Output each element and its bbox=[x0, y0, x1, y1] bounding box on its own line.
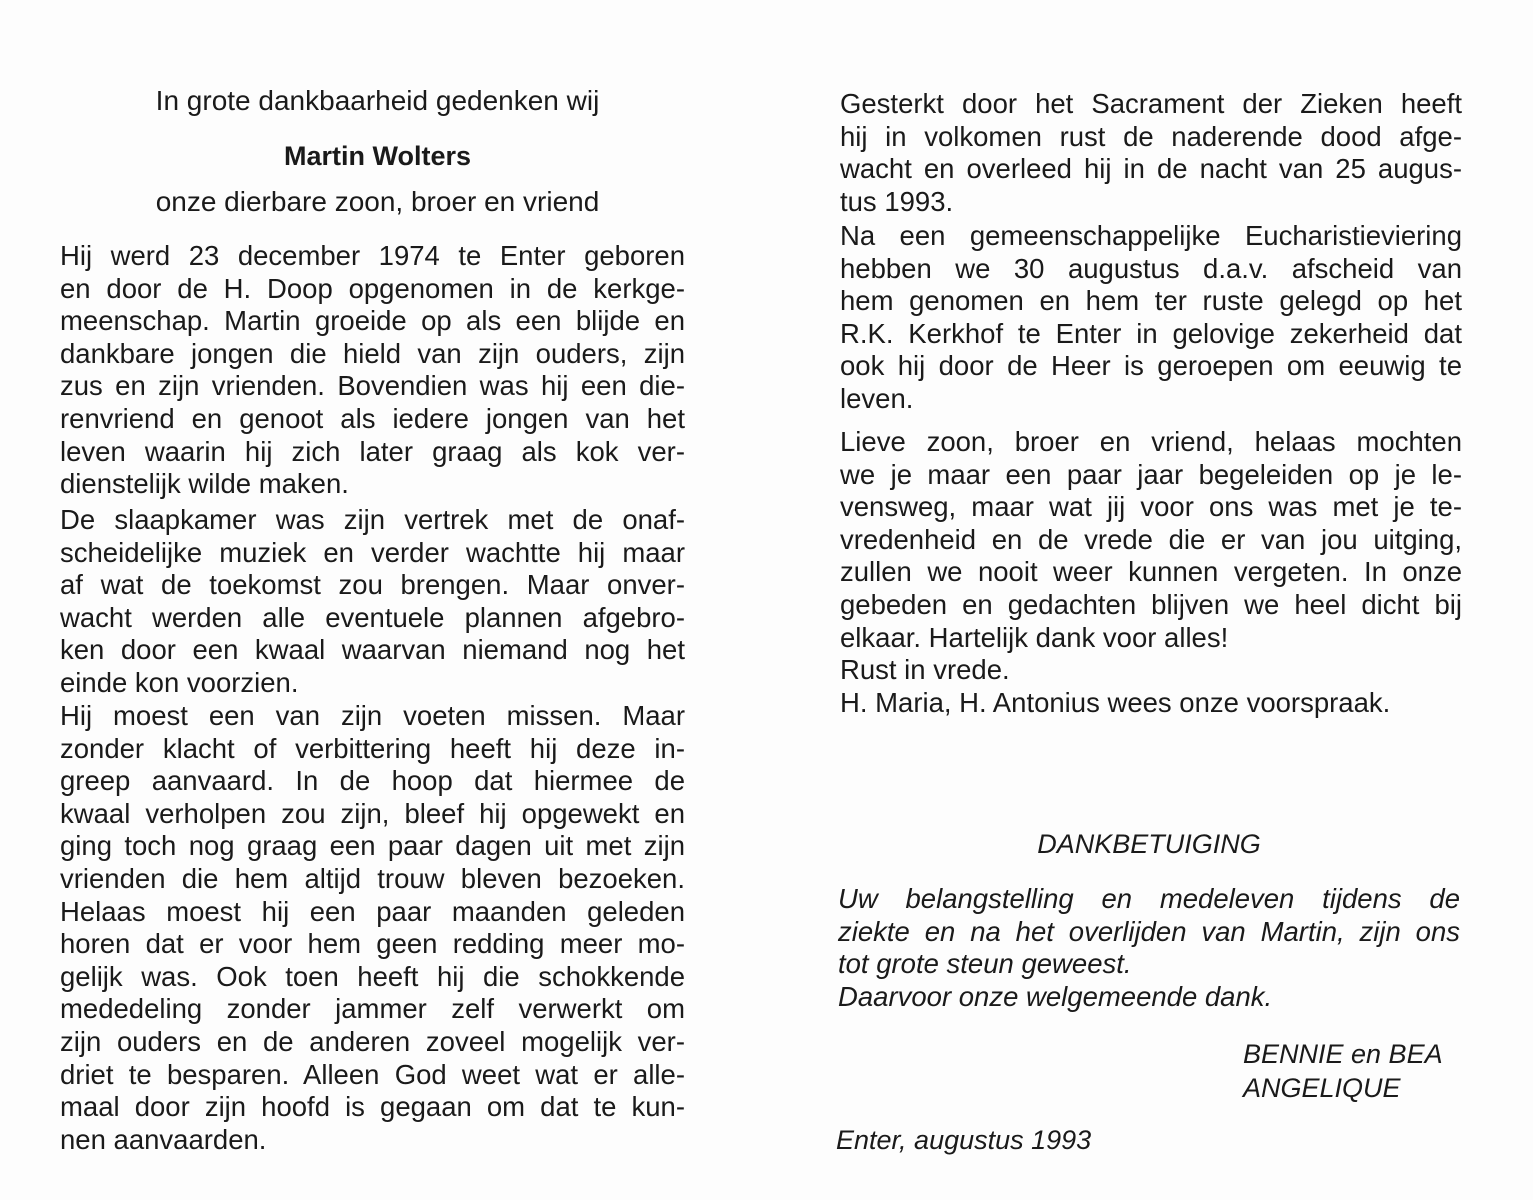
text-line: ook hij door de Heer is geroepen om eeuwig te bbox=[840, 350, 1462, 382]
text-line: Hij werd 23 december 1974 te Enter geboren bbox=[60, 240, 685, 271]
text-line: horen dat er voor hem geen redding meer mo- bbox=[60, 928, 685, 960]
text-line: af wat de toekomst zou brengen. Maar onver- bbox=[60, 569, 685, 601]
text-line: dienstelijk wilde maken. bbox=[60, 468, 349, 500]
text-line: renvriend en genoot als iedere jongen van het bbox=[60, 402, 685, 434]
text-line: wacht werden alle eventuele plannen afgebro- bbox=[60, 601, 685, 633]
relation-line: onze dierbare zoon, broer en vriend bbox=[155, 186, 600, 217]
text-line: zonder klacht of verbittering heeft hij deze in- bbox=[60, 732, 685, 764]
text-line: H. Maria, H. Antonius wees onze voorspraak. bbox=[840, 686, 1391, 718]
text-line: hem genomen en hem ter ruste gelegd op het bbox=[840, 285, 1462, 317]
text-line: kwaal verholpen zou zijn, bleef hij opgewekt en bbox=[60, 797, 685, 829]
text-line: ken door een kwaal waarvan niemand nog het bbox=[60, 634, 685, 666]
text-line: hij in volkomen rust de naderende dood afge- bbox=[840, 120, 1462, 152]
text-line: tot grote steun geweest. bbox=[838, 948, 1132, 980]
text-line: gelijk was. Ook toen heeft hij die schokkende bbox=[60, 960, 685, 992]
signature-line: BENNIE en BEA bbox=[1243, 1039, 1443, 1069]
text-line: R.K. Kerkhof te Enter in gelovige zekerheid dat bbox=[840, 317, 1462, 349]
text-line: zus en zijn vrienden. Bovendien was hij een die- bbox=[60, 370, 685, 402]
text-line: einde kon voorzien. bbox=[60, 666, 299, 698]
text-line: Hij moest een van zijn voeten missen. Maar bbox=[60, 700, 685, 731]
text-line: vredenheid en de vrede die er van jou uitging, bbox=[840, 523, 1462, 555]
text-line: Lieve zoon, broer en vriend, helaas mochten bbox=[840, 426, 1462, 457]
text-line: leven waarin hij zich later graag als kok ver- bbox=[60, 435, 685, 467]
thanks-paragraph bbox=[838, 883, 1460, 1013]
text-line: tus 1993. bbox=[840, 185, 954, 217]
text-line: we je maar een paar jaar begeleiden op je le- bbox=[840, 458, 1462, 490]
text-line: mededeling zonder jammer zelf verwerkt om bbox=[60, 993, 685, 1025]
text-line: leven. bbox=[840, 382, 914, 414]
text-line: Daarvoor onze welgemeende dank. bbox=[838, 980, 1273, 1012]
text-line: vensweg, maar wat jij voor ons was met je te- bbox=[840, 491, 1462, 523]
text-line: ziekte en na het overlijden van Martin, zijn ons bbox=[838, 915, 1460, 947]
text-line: maal door zijn hoofd is gegaan om dat te kun- bbox=[60, 1091, 685, 1123]
text-line: wacht en overleed hij in de nacht van 25 augus- bbox=[840, 153, 1462, 185]
text-line: elkaar. Hartelijk dank voor alles! bbox=[840, 621, 1229, 653]
place-and-date: Enter, augustus 1993 bbox=[836, 1125, 1092, 1155]
text-line: meenschap. Martin groeide op als een blijde en bbox=[60, 305, 685, 337]
biography-paragraph-1 bbox=[60, 240, 685, 501]
text-line: zijn ouders en de anderen zoveel mogelijk ver- bbox=[60, 1025, 685, 1057]
text-line: driet te besparen. Alleen God weet wat er alle- bbox=[60, 1058, 685, 1090]
text-line: zullen we nooit weer kunnen vergeten. In onze bbox=[840, 556, 1462, 588]
text-line: en door de H. Doop opgenomen in de kerkge- bbox=[60, 272, 685, 304]
biography-paragraph-3 bbox=[60, 700, 685, 1156]
biography-paragraph-2 bbox=[60, 504, 685, 700]
intro-line: In grote dankbaarheid gedenken wij bbox=[155, 85, 600, 116]
text-line: ging toch nog graag een paar dagen uit met zijn bbox=[60, 830, 685, 862]
deceased-name: Martin Wolters bbox=[283, 141, 472, 171]
text-line: greep aanvaard. In de hoop dat hiermee de bbox=[60, 765, 685, 797]
text-line: Helaas moest hij een paar maanden geleden bbox=[60, 895, 685, 927]
family-signature bbox=[1243, 1037, 1443, 1105]
text-line: Na een gemeenschappelijke Eucharistieviering bbox=[840, 220, 1462, 251]
farewell-paragraph bbox=[840, 426, 1462, 719]
signature-line: ANGELIQUE bbox=[1243, 1073, 1401, 1103]
text-line: Gesterkt door het Sacrament der Zieken heeft bbox=[840, 88, 1462, 119]
text-line: nen aanvaarden. bbox=[60, 1123, 267, 1155]
text-line: De slaapkamer was zijn vertrek met de onaf- bbox=[60, 504, 685, 535]
text-line: vrienden die hem altijd trouw bleven bezoeken. bbox=[60, 862, 685, 894]
text-line: scheidelijke muziek en verder wachtte hij maar bbox=[60, 536, 685, 568]
thanks-heading: DANKBETUIGING bbox=[1037, 829, 1261, 859]
text-line: Rust in vrede. bbox=[840, 654, 1010, 686]
text-line: Uw belangstelling en medeleven tijdens de bbox=[838, 883, 1460, 914]
funeral-paragraph bbox=[840, 220, 1462, 416]
text-line: dankbare jongen die hield van zijn ouders, zijn bbox=[60, 337, 685, 369]
text-line: gebeden en gedachten blijven we heel dicht bij bbox=[840, 588, 1462, 620]
passing-paragraph bbox=[840, 88, 1462, 218]
text-line: hebben we 30 augustus d.a.v. afscheid van bbox=[840, 252, 1462, 284]
